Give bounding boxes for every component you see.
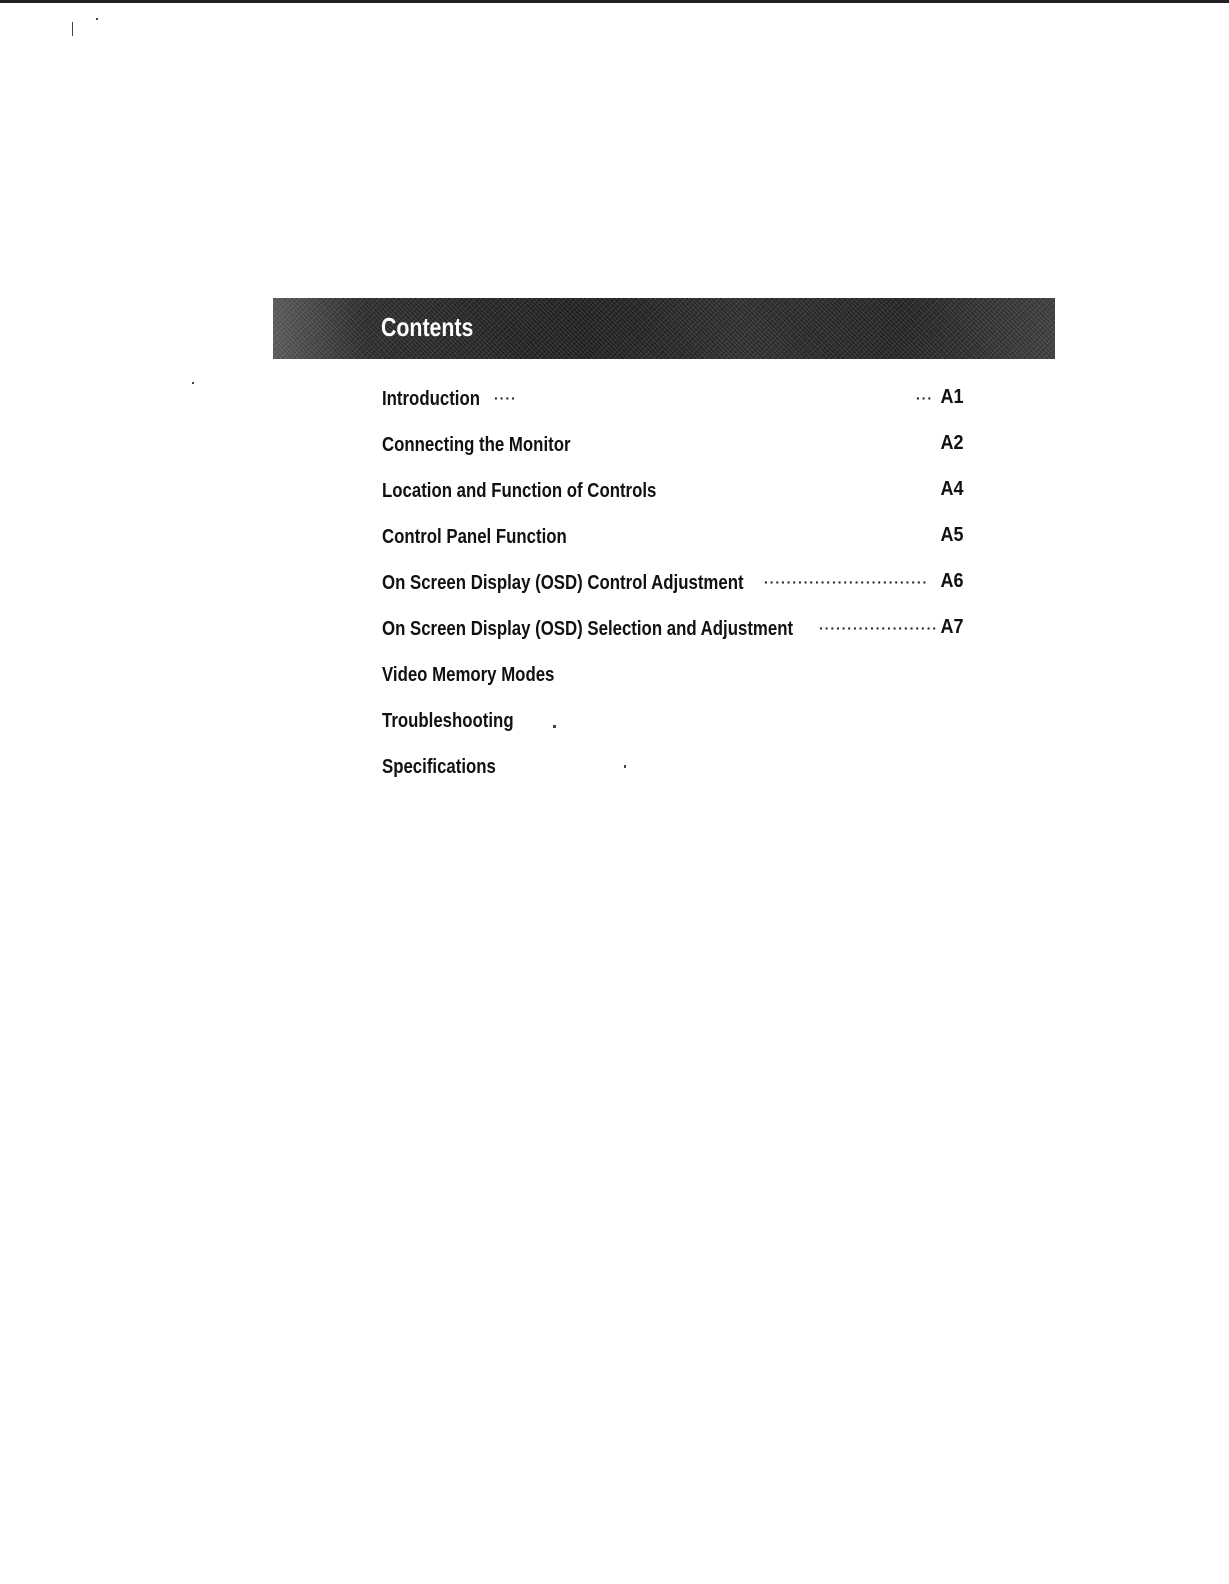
contents-banner [273, 298, 1055, 359]
toc-entry-introduction[interactable] [382, 384, 964, 430]
toc-entry-osd-selection[interactable] [382, 614, 964, 660]
toc-entry-label: Location and Function of Controls [382, 480, 657, 502]
scan-top-edge [0, 0, 1229, 3]
toc-entry-label: Specifications [382, 756, 496, 778]
toc-entry-page: A5 [940, 524, 964, 546]
table-of-contents [382, 384, 964, 798]
toc-entry-connecting[interactable] [382, 430, 964, 476]
toc-entry-osd-control[interactable] [382, 568, 964, 614]
toc-entry-label: Video Memory Modes [382, 664, 555, 686]
leader-dots: ····················· [819, 620, 938, 636]
toc-entry-control-panel[interactable] [382, 522, 964, 568]
toc-entry-label: On Screen Display (OSD) Selection and Adjustment [382, 618, 794, 640]
leader-dots: ····························· [764, 574, 929, 590]
toc-entry-page: A4 [940, 478, 964, 500]
toc-entry-label: Troubleshooting [382, 710, 514, 732]
contents-title: Contents [381, 312, 474, 342]
leader-dots: ··· [916, 390, 933, 406]
leader-dots: ···· [494, 390, 517, 406]
scan-speck [96, 18, 98, 20]
toc-entry-page: A1 [940, 386, 964, 408]
toc-entry-page: A6 [940, 570, 964, 592]
toc-entry-video-memory[interactable] [382, 660, 964, 706]
toc-entry-troubleshooting[interactable] [382, 706, 964, 752]
toc-entry-page: A7 [940, 616, 964, 638]
scan-speck [192, 382, 194, 384]
toc-entry-specifications[interactable] [382, 752, 964, 798]
toc-entry-label: Connecting the Monitor [382, 434, 571, 456]
toc-entry-label: Introduction [382, 388, 480, 410]
scan-speck [72, 22, 73, 36]
toc-entry-label: On Screen Display (OSD) Control Adjustment [382, 572, 744, 594]
toc-entry-location[interactable] [382, 476, 964, 522]
toc-entry-page: A2 [940, 432, 964, 454]
toc-entry-label: Control Panel Function [382, 526, 567, 548]
